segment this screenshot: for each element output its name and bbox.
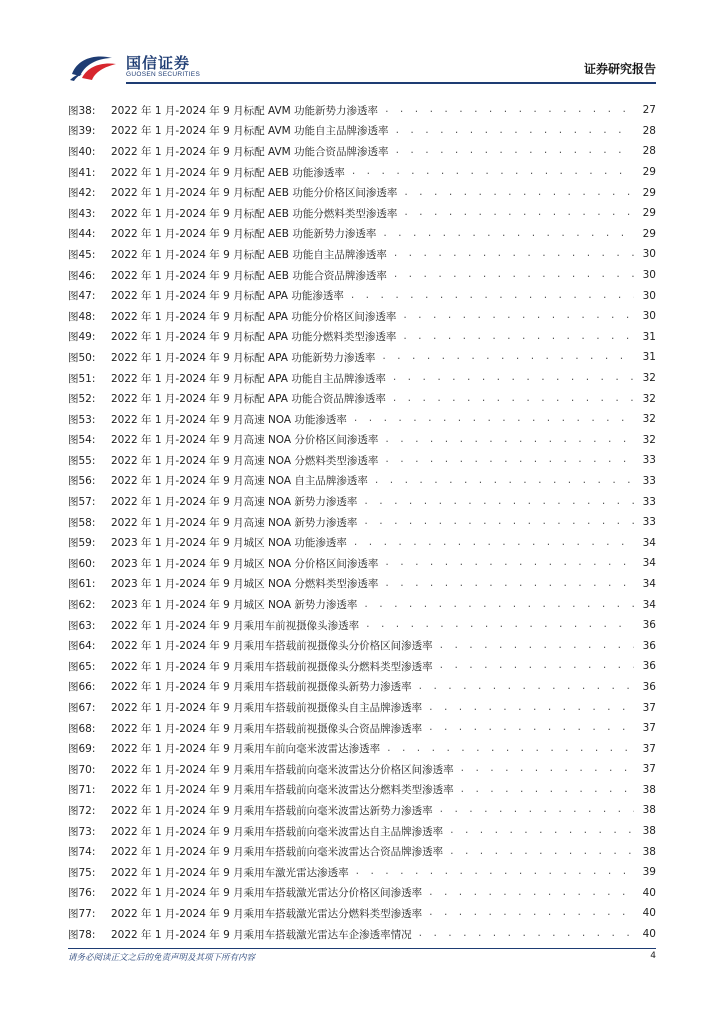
toc-dot-leader [395, 126, 634, 136]
toc-figure-label: 图39: [68, 125, 96, 138]
toc-page-number: 40 [642, 928, 656, 941]
toc-page-number: 31 [642, 351, 656, 364]
toc-figure-title: 2022 年 1 月-2024 年 9 月乘用车搭载前向毫米波雷达新势力渗透率 [111, 804, 433, 817]
toc-page-number: 32 [642, 413, 656, 426]
toc-dot-leader [428, 908, 634, 918]
toc-figure-title: 2023 年 1 月-2024 年 9 月城区 NOA 功能渗透率 [111, 537, 347, 550]
toc-entry[interactable] [68, 182, 656, 203]
toc-dot-leader [384, 579, 634, 589]
toc-figure-label: 图45: [68, 248, 96, 261]
toc-entry[interactable] [68, 327, 656, 348]
toc-page-number: 32 [642, 433, 656, 446]
toc-figure-label: 图51: [68, 372, 96, 385]
toc-figure-label: 图60: [68, 557, 96, 570]
toc-figure-title: 2022 年 1 月-2024 年 9 月乘用车搭载前向毫米波雷达合资品牌渗透率 [111, 846, 444, 859]
page-header [68, 50, 656, 84]
figure-list [68, 100, 656, 944]
logo-english-text: GUOSEN SECURITIES [126, 71, 201, 78]
toc-dot-leader [402, 332, 634, 342]
toc-dot-leader [384, 435, 634, 445]
toc-figure-label: 图76: [68, 887, 96, 900]
toc-figure-label: 图41: [68, 166, 96, 179]
toc-figure-label: 图78: [68, 928, 96, 941]
toc-figure-label: 图64: [68, 640, 96, 653]
toc-entry[interactable] [68, 285, 656, 306]
toc-figure-label: 图62: [68, 599, 96, 612]
toc-entry[interactable] [68, 347, 656, 368]
toc-page-number: 27 [642, 104, 656, 117]
toc-figure-title: 2022 年 1 月-2024 年 9 月标配 APA 功能自主品牌渗透率 [111, 372, 386, 385]
toc-figure-label: 图70: [68, 763, 96, 776]
toc-entry[interactable] [68, 141, 656, 162]
toc-figure-label: 图63: [68, 619, 96, 632]
toc-figure-label: 图68: [68, 722, 96, 735]
toc-figure-title: 2022 年 1 月-2024 年 9 月标配 APA 功能合资品牌渗透率 [111, 393, 386, 406]
toc-figure-label: 图43: [68, 207, 96, 220]
toc-entry[interactable] [68, 203, 656, 224]
toc-figure-title: 2022 年 1 月-2024 年 9 月乘用车前视摄像头渗透率 [111, 619, 360, 632]
toc-figure-title: 2022 年 1 月-2024 年 9 月标配 AVM 功能合资品牌渗透率 [111, 145, 389, 158]
toc-page-number: 40 [642, 886, 656, 899]
toc-figure-label: 图75: [68, 866, 96, 879]
toc-figure-label: 图49: [68, 331, 96, 344]
toc-page-number: 34 [642, 557, 656, 570]
toc-entry[interactable] [68, 100, 656, 121]
toc-page-number: 32 [642, 372, 656, 385]
toc-entry[interactable] [68, 883, 656, 904]
toc-figure-label: 图66: [68, 681, 96, 694]
toc-dot-leader [395, 146, 634, 156]
toc-entry[interactable] [68, 677, 656, 698]
toc-figure-title: 2022 年 1 月-2024 年 9 月乘用车搭载激光雷达分燃料类型渗透率 [111, 907, 423, 920]
toc-page-number: 30 [642, 269, 656, 282]
toc-dot-leader [418, 682, 634, 692]
toc-page-number: 34 [642, 536, 656, 549]
toc-figure-label: 图67: [68, 702, 96, 715]
toc-entry[interactable] [68, 574, 656, 595]
toc-dot-leader [428, 723, 634, 733]
toc-figure-label: 图56: [68, 475, 96, 488]
toc-dot-leader [386, 744, 634, 754]
toc-entry[interactable] [68, 780, 656, 801]
toc-figure-label: 图42: [68, 187, 96, 200]
toc-figure-label: 图65: [68, 660, 96, 673]
toc-dot-leader [363, 497, 634, 507]
toc-page-number: 37 [642, 742, 656, 755]
toc-entry[interactable] [68, 759, 656, 780]
toc-dot-leader [382, 229, 634, 239]
toc-entry[interactable] [68, 388, 656, 409]
toc-figure-title: 2022 年 1 月-2024 年 9 月高速 NOA 功能渗透率 [111, 413, 347, 426]
toc-dot-leader [439, 661, 634, 671]
toc-entry[interactable] [68, 532, 656, 553]
toc-entry[interactable] [68, 635, 656, 656]
toc-page-number: 28 [642, 124, 656, 137]
toc-figure-title: 2022 年 1 月-2024 年 9 月乘用车激光雷达渗透率 [111, 866, 349, 879]
toc-figure-title: 2022 年 1 月-2024 年 9 月乘用车搭载激光雷达车企渗透率情况 [111, 928, 412, 941]
toc-page-number: 28 [642, 145, 656, 158]
toc-entry[interactable] [68, 368, 656, 389]
toc-page-number: 33 [642, 454, 656, 467]
toc-figure-title: 2022 年 1 月-2024 年 9 月标配 AEB 功能自主品牌渗透率 [111, 248, 387, 261]
toc-entry[interactable] [68, 491, 656, 512]
toc-dot-leader [460, 764, 634, 774]
toc-dot-leader [384, 455, 634, 465]
toc-figure-title: 2022 年 1 月-2024 年 9 月乘用车搭载激光雷达分价格区间渗透率 [111, 887, 423, 900]
toc-entry[interactable] [68, 862, 656, 883]
toc-dot-leader [403, 188, 634, 198]
toc-figure-label: 图53: [68, 413, 96, 426]
toc-dot-leader [374, 476, 634, 486]
toc-page-number: 29 [642, 227, 656, 240]
footer-divider [68, 948, 656, 949]
toc-page-number: 29 [642, 186, 656, 199]
toc-figure-title: 2022 年 1 月-2024 年 9 月乘用车搭载前视摄像头合资品牌渗透率 [111, 722, 423, 735]
toc-dot-leader [428, 888, 634, 898]
toc-page-number: 32 [642, 392, 656, 405]
toc-figure-title: 2023 年 1 月-2024 年 9 月城区 NOA 新势力渗透率 [111, 599, 358, 612]
toc-dot-leader [403, 208, 634, 218]
toc-figure-label: 图61: [68, 578, 96, 591]
toc-figure-title: 2022 年 1 月-2024 年 9 月标配 APA 功能渗透率 [111, 290, 344, 303]
toc-dot-leader [393, 270, 634, 280]
report-type-label: 证券研究报告 [583, 62, 656, 76]
toc-entry[interactable] [68, 224, 656, 245]
toc-figure-title: 2022 年 1 月-2024 年 9 月标配 APA 功能分燃料类型渗透率 [111, 331, 397, 344]
toc-page-number: 37 [642, 722, 656, 735]
toc-figure-title: 2022 年 1 月-2024 年 9 月标配 AEB 功能分燃料类型渗透率 [111, 207, 398, 220]
toc-figure-label: 图47: [68, 290, 96, 303]
toc-entry[interactable] [68, 553, 656, 574]
toc-figure-title: 2022 年 1 月-2024 年 9 月标配 AVM 功能自主品牌渗透率 [111, 125, 389, 138]
toc-dot-leader [392, 373, 634, 383]
toc-dot-leader [351, 167, 634, 177]
toc-figure-label: 图74: [68, 846, 96, 859]
toc-figure-title: 2022 年 1 月-2024 年 9 月标配 APA 功能分价格区间渗透率 [111, 310, 397, 323]
toc-figure-title: 2022 年 1 月-2024 年 9 月标配 AVM 功能新势力渗透率 [111, 104, 379, 117]
toc-figure-title: 2022 年 1 月-2024 年 9 月乘用车搭载前向毫米波雷达自主品牌渗透率 [111, 825, 444, 838]
toc-page-number: 31 [642, 330, 656, 343]
toc-figure-title: 2022 年 1 月-2024 年 9 月标配 AEB 功能分价格区间渗透率 [111, 187, 398, 200]
toc-page-number: 38 [642, 845, 656, 858]
toc-dot-leader [428, 703, 634, 713]
toc-entry[interactable] [68, 594, 656, 615]
toc-page-number: 37 [642, 701, 656, 714]
toc-page-number: 36 [642, 619, 656, 632]
toc-dot-leader [439, 641, 634, 651]
toc-figure-label: 图77: [68, 907, 96, 920]
toc-entry[interactable] [68, 821, 656, 842]
toc-figure-title: 2022 年 1 月-2024 年 9 月乘用车搭载前视摄像头分燃料类型渗透率 [111, 660, 433, 673]
toc-entry[interactable] [68, 265, 656, 286]
toc-figure-title: 2022 年 1 月-2024 年 9 月高速 NOA 分价格区间渗透率 [111, 434, 379, 447]
toc-entry[interactable] [68, 430, 656, 451]
toc-dot-leader [384, 105, 634, 115]
toc-figure-title: 2022 年 1 月-2024 年 9 月标配 APA 功能新势力渗透率 [111, 351, 376, 364]
toc-dot-leader [402, 311, 634, 321]
header-divider [126, 82, 656, 84]
toc-dot-leader [418, 929, 634, 939]
toc-page-number: 40 [642, 907, 656, 920]
toc-page-number: 36 [642, 680, 656, 693]
toc-dot-leader [449, 826, 634, 836]
toc-figure-label: 图59: [68, 537, 96, 550]
toc-dot-leader [353, 538, 634, 548]
toc-figure-label: 图72: [68, 804, 96, 817]
toc-figure-label: 图71: [68, 784, 96, 797]
toc-page-number: 33 [642, 516, 656, 529]
toc-figure-title: 2022 年 1 月-2024 年 9 月标配 AEB 功能渗透率 [111, 166, 345, 179]
toc-figure-label: 图58: [68, 516, 96, 529]
toc-figure-label: 图57: [68, 496, 96, 509]
toc-page-number: 30 [642, 310, 656, 323]
toc-entry[interactable] [68, 512, 656, 533]
toc-figure-label: 图54: [68, 434, 96, 447]
toc-dot-leader [365, 620, 634, 630]
toc-entry[interactable] [68, 615, 656, 636]
toc-dot-leader [384, 558, 634, 568]
toc-figure-title: 2023 年 1 月-2024 年 9 月城区 NOA 分燃料类型渗透率 [111, 578, 379, 591]
toc-page-number: 39 [642, 866, 656, 879]
company-logo [68, 50, 208, 84]
toc-entry[interactable] [68, 450, 656, 471]
toc-entry[interactable] [68, 800, 656, 821]
toc-dot-leader [355, 867, 634, 877]
toc-figure-label: 图46: [68, 269, 96, 282]
toc-dot-leader [392, 394, 634, 404]
toc-entry[interactable] [68, 738, 656, 759]
toc-entry[interactable] [68, 121, 656, 142]
toc-figure-label: 图73: [68, 825, 96, 838]
toc-dot-leader [439, 805, 634, 815]
toc-figure-label: 图44: [68, 228, 96, 241]
toc-page-number: 30 [642, 248, 656, 261]
toc-figure-label: 图40: [68, 145, 96, 158]
toc-figure-title: 2022 年 1 月-2024 年 9 月乘用车搭载前视摄像头分价格区间渗透率 [111, 640, 433, 653]
toc-entry[interactable] [68, 841, 656, 862]
toc-figure-title: 2022 年 1 月-2024 年 9 月乘用车搭载前视摄像头自主品牌渗透率 [111, 702, 423, 715]
toc-figure-title: 2022 年 1 月-2024 年 9 月高速 NOA 自主品牌渗透率 [111, 475, 368, 488]
toc-page-number: 36 [642, 639, 656, 652]
toc-figure-title: 2022 年 1 月-2024 年 9 月高速 NOA 新势力渗透率 [111, 496, 358, 509]
toc-page-number: 37 [642, 763, 656, 776]
toc-entry[interactable] [68, 244, 656, 265]
toc-entry[interactable] [68, 409, 656, 430]
guosen-logo-icon [68, 52, 120, 82]
toc-page-number: 33 [642, 474, 656, 487]
toc-page-number: 29 [642, 166, 656, 179]
toc-entry[interactable] [68, 924, 656, 945]
toc-figure-title: 2023 年 1 月-2024 年 9 月城区 NOA 分价格区间渗透率 [111, 557, 379, 570]
toc-figure-title: 2022 年 1 月-2024 年 9 月乘用车搭载前视摄像头新势力渗透率 [111, 681, 412, 694]
toc-figure-label: 图50: [68, 351, 96, 364]
toc-entry[interactable] [68, 656, 656, 677]
toc-page-number: 33 [642, 495, 656, 508]
toc-dot-leader [449, 847, 634, 857]
toc-figure-label: 图38: [68, 104, 96, 117]
toc-page-number: 38 [642, 783, 656, 796]
page-number: 4 [650, 951, 656, 961]
toc-figure-label: 图55: [68, 454, 96, 467]
toc-dot-leader [381, 352, 634, 362]
toc-dot-leader [363, 517, 634, 527]
toc-page-number: 38 [642, 804, 656, 817]
toc-entry[interactable] [68, 306, 656, 327]
toc-figure-title: 2022 年 1 月-2024 年 9 月乘用车前向毫米波雷达渗透率 [111, 743, 381, 756]
toc-dot-leader [353, 414, 634, 424]
toc-dot-leader [460, 785, 634, 795]
logo-chinese-text: 国信证券 [126, 54, 191, 72]
toc-dot-leader [363, 600, 634, 610]
toc-entry[interactable] [68, 162, 656, 183]
toc-figure-title: 2022 年 1 月-2024 年 9 月标配 AEB 功能新势力渗透率 [111, 228, 377, 241]
toc-dot-leader [350, 291, 634, 301]
toc-entry[interactable] [68, 718, 656, 739]
toc-entry[interactable] [68, 903, 656, 924]
toc-entry[interactable] [68, 471, 656, 492]
toc-page-number: 34 [642, 598, 656, 611]
toc-figure-label: 图48: [68, 310, 96, 323]
toc-figure-title: 2022 年 1 月-2024 年 9 月乘用车搭载前向毫米波雷达分燃料类型渗透率 [111, 784, 454, 797]
toc-figure-label: 图69: [68, 743, 96, 756]
footer-disclaimer: 请务必阅读正文之后的免责声明及其项下所有内容 [68, 953, 256, 963]
toc-figure-title: 2022 年 1 月-2024 年 9 月乘用车搭载前向毫米波雷达分价格区间渗透率 [111, 763, 454, 776]
toc-dot-leader [393, 249, 634, 259]
toc-page-number: 38 [642, 825, 656, 838]
toc-figure-label: 图52: [68, 393, 96, 406]
toc-page-number: 30 [642, 289, 656, 302]
toc-page-number: 29 [642, 207, 656, 220]
toc-page-number: 34 [642, 577, 656, 590]
toc-page-number: 36 [642, 660, 656, 673]
toc-entry[interactable] [68, 697, 656, 718]
toc-figure-title: 2022 年 1 月-2024 年 9 月高速 NOA 分燃料类型渗透率 [111, 454, 379, 467]
toc-figure-title: 2022 年 1 月-2024 年 9 月高速 NOA 新势力渗透率 [111, 516, 358, 529]
toc-figure-title: 2022 年 1 月-2024 年 9 月标配 AEB 功能合资品牌渗透率 [111, 269, 387, 282]
